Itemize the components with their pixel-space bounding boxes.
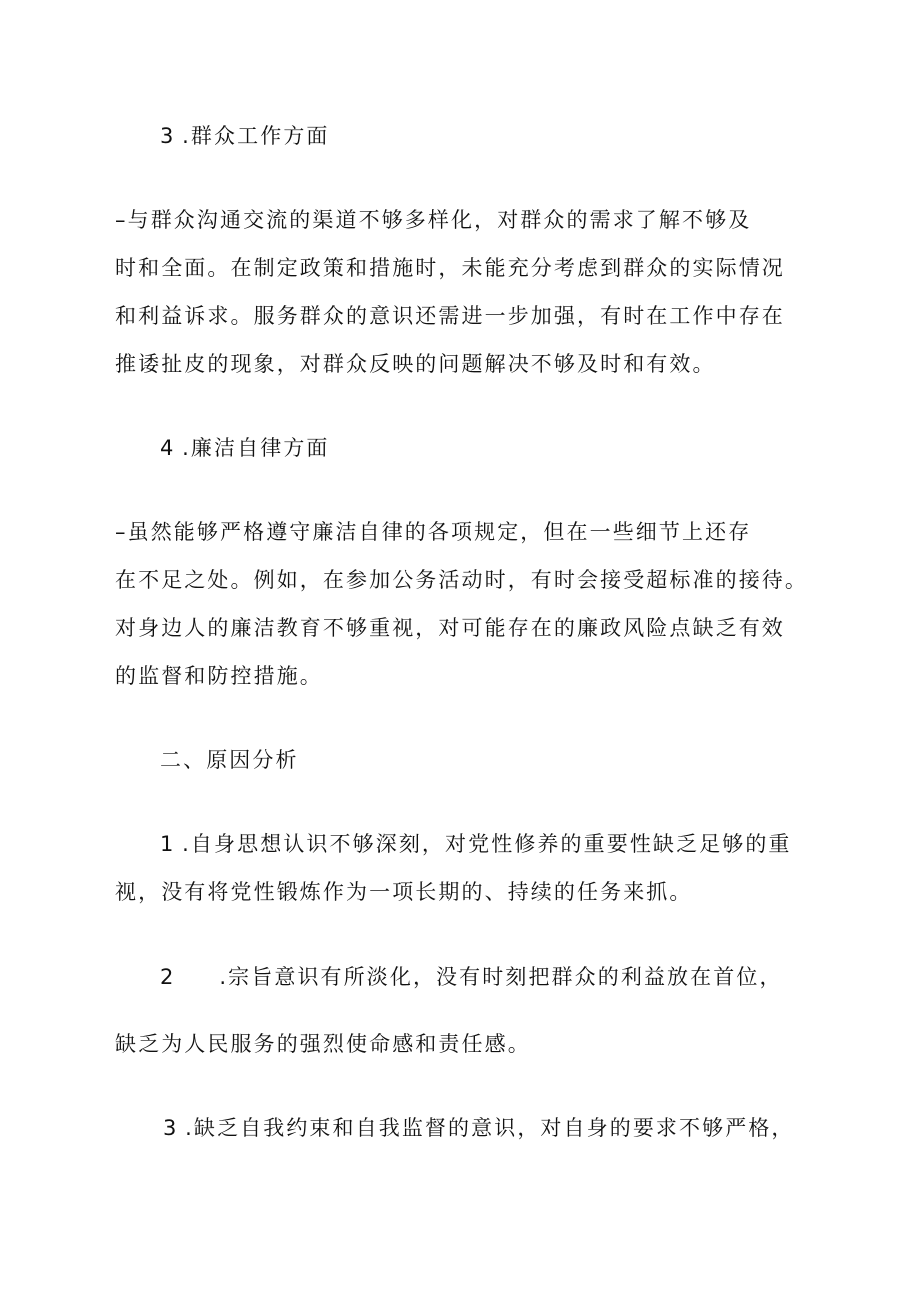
item-text: .自身思想认识不够深刻，对党性修养的重要性缺乏足够的重 [182, 832, 792, 856]
paragraph-line: 时和全面。在制定政策和措施时，未能充分考虑到群众的实际情况 [115, 256, 785, 280]
item-number: 2 [160, 965, 174, 989]
main-heading: 二、原因分析 [160, 748, 299, 772]
paragraph-line: 对身边人的廉洁教育不够重视，对可能存在的廉政风险点缺乏有效 [115, 616, 785, 640]
section-number: 4 [160, 436, 174, 460]
paragraph-line: 和利益诉求。服务群众的意识还需进一步加强，有时在工作中存在 [115, 304, 785, 328]
paragraph-line: –与群众沟通交流的渠道不够多样化，对群众的需求了解不够及 [115, 208, 752, 232]
cause-item-3 [163, 1114, 795, 1142]
item-number: 3 [163, 1116, 177, 1140]
section-heading-3 [160, 122, 330, 150]
section-title: .廉洁自律方面 [182, 436, 330, 460]
paragraph-line: 的监督和防控措施。 [115, 664, 323, 688]
paragraph-line: 推诿扯皮的现象，对群众反映的问题解决不够及时和有效。 [115, 352, 716, 376]
paragraph-line: 在不足之处。例如，在参加公务活动时，有时会接受超标准的接待。 [115, 568, 808, 592]
item-text: .宗旨意识有所淡化，没有时刻把群众的利益放在首位， [219, 965, 783, 989]
cause-item-1 [160, 830, 792, 858]
section-title: .群众工作方面 [182, 124, 330, 148]
paragraph-line: 视，没有将党性锻炼作为一项长期的、持续的任务来抓。 [115, 880, 693, 904]
section-heading-4 [160, 434, 330, 462]
item-text: .缺乏自我约束和自我监督的意识，对自身的要求不够严格， [185, 1116, 795, 1140]
paragraph-line: 缺乏为人民服务的强烈使命感和责任感。 [115, 1032, 531, 1056]
section-number: 3 [160, 124, 174, 148]
cause-item-2 [160, 963, 783, 991]
paragraph-line: –虽然能够严格遵守廉洁自律的各项规定，但在一些细节上还存 [115, 520, 752, 544]
item-number: 1 [160, 832, 174, 856]
